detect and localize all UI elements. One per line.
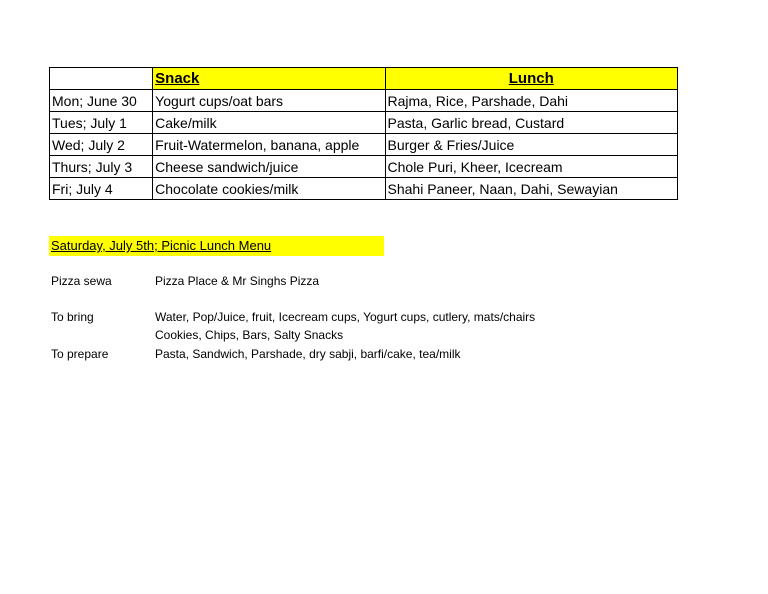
day-cell: Tues; July 1 <box>50 112 153 134</box>
header-lunch: Lunch <box>385 68 677 90</box>
day-cell: Fri; July 4 <box>50 178 153 200</box>
lunch-cell: Shahi Paneer, Naan, Dahi, Sewayian <box>385 178 677 200</box>
to-bring-label: To bring <box>51 310 94 324</box>
pizza-sewa-value: Pizza Place & Mr Singhs Pizza <box>155 274 320 288</box>
snack-cell: Cheese sandwich/juice <box>153 156 385 178</box>
table-header-row <box>50 68 678 90</box>
lunch-cell: Chole Puri, Kheer, Icecream <box>385 156 677 178</box>
snack-cell: Yogurt cups/oat bars <box>153 90 385 112</box>
header-snack: Snack <box>153 68 385 90</box>
to-prepare-value: Pasta, Sandwich, Parshade, dry sabji, barfi/cake, tea/milk <box>155 347 461 361</box>
snack-cell: Fruit-Watermelon, banana, apple <box>153 134 385 156</box>
to-prepare-label: To prepare <box>51 347 109 361</box>
table-row <box>50 178 678 200</box>
day-cell: Wed; July 2 <box>50 134 153 156</box>
table-row <box>50 90 678 112</box>
day-cell: Mon; June 30 <box>50 90 153 112</box>
table-row <box>50 156 678 178</box>
table-row <box>50 134 678 156</box>
header-day-cell <box>50 68 153 90</box>
lunch-cell: Burger & Fries/Juice <box>385 134 677 156</box>
day-cell: Thurs; July 3 <box>50 156 153 178</box>
snack-cell: Cake/milk <box>153 112 385 134</box>
table-row <box>50 112 678 134</box>
snack-cell: Chocolate cookies/milk <box>153 178 385 200</box>
lunch-cell: Rajma, Rice, Parshade, Dahi <box>385 90 677 112</box>
lunch-cell: Pasta, Garlic bread, Custard <box>385 112 677 134</box>
to-bring-value-line2: Cookies, Chips, Bars, Salty Snacks <box>155 328 344 342</box>
picnic-menu-title: Saturday, July 5th; Picnic Lunch Menu <box>49 236 384 256</box>
to-bring-value-line1: Water, Pop/Juice, fruit, Icecream cups, Yogurt cups, cutlery, mats/chairs <box>155 310 536 324</box>
pizza-sewa-label: Pizza sewa <box>51 274 112 288</box>
weekly-menu-table <box>49 67 678 200</box>
